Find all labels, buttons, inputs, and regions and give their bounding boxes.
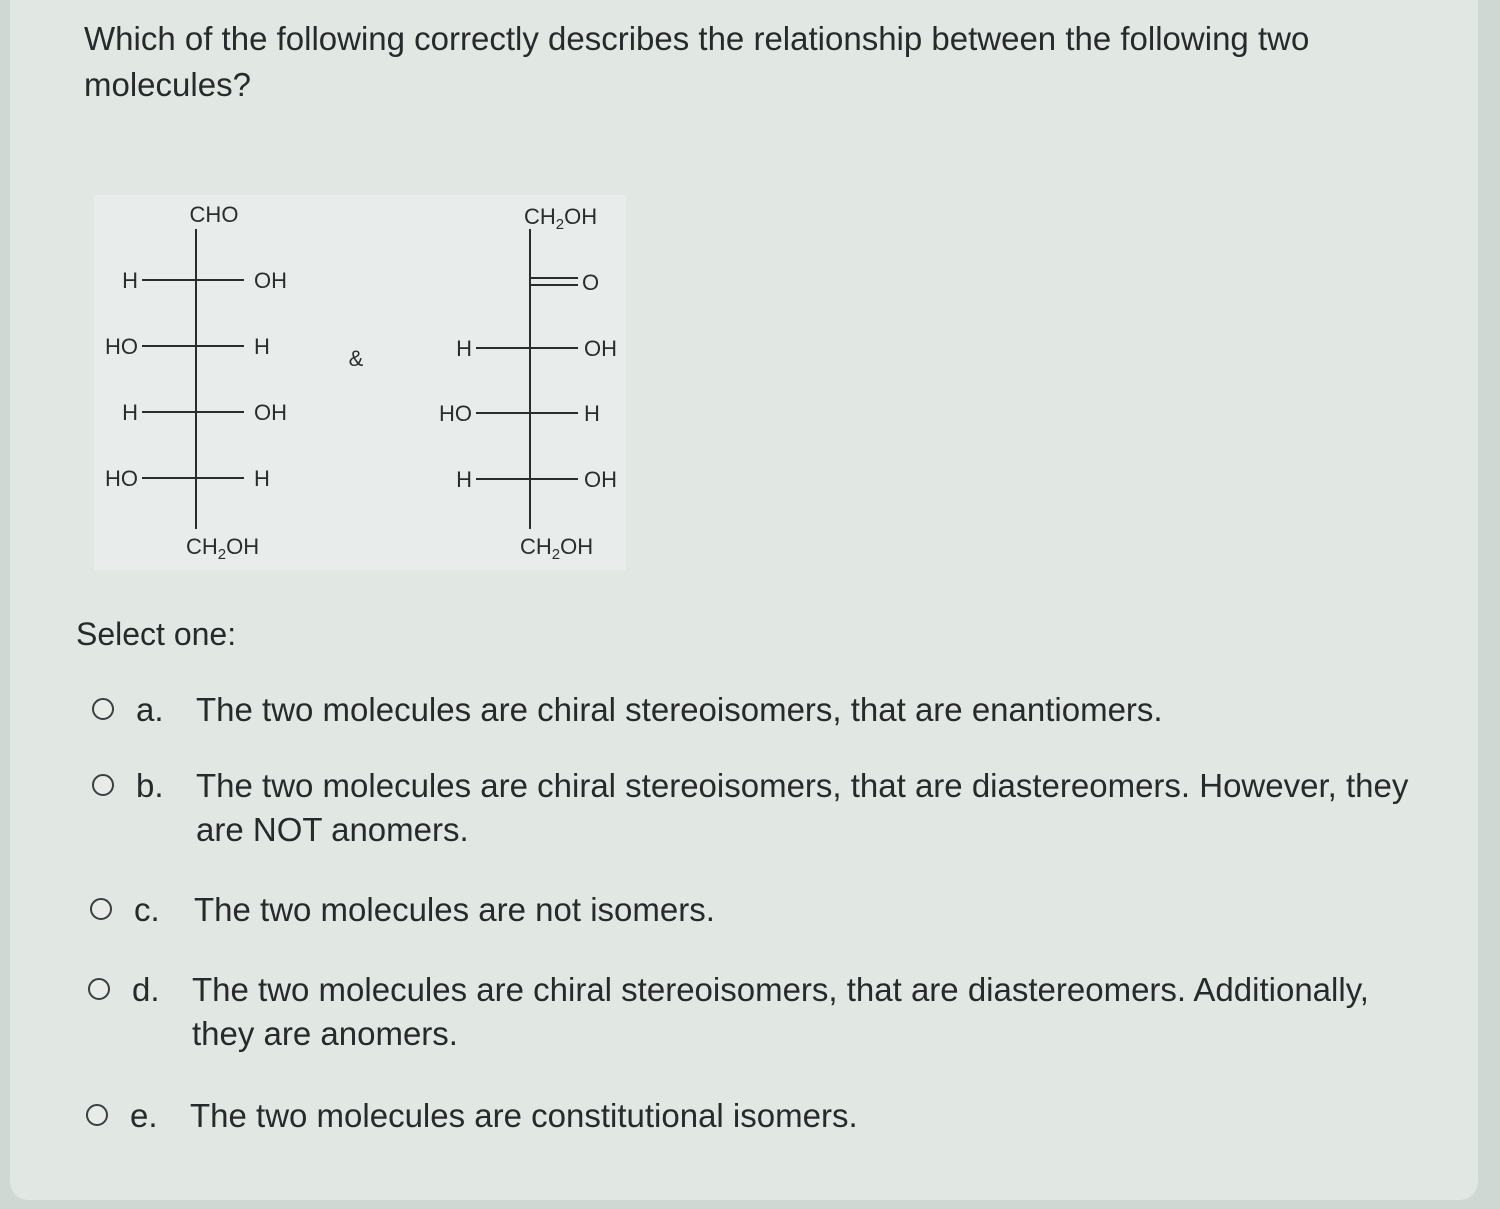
molecule-separator: & bbox=[348, 346, 364, 371]
right-row2-left: HO bbox=[439, 401, 472, 426]
left-row3-right: OH bbox=[254, 400, 287, 425]
radio-button[interactable] bbox=[88, 978, 110, 1000]
option-text: The two molecules are chiral stereoisomers, that are diastereomers. Additionally, they are anomers. bbox=[192, 971, 1369, 1052]
left-row3-left: H bbox=[122, 400, 138, 425]
option-d[interactable] bbox=[88, 968, 1422, 1056]
fischer-projections bbox=[94, 195, 626, 570]
option-b[interactable] bbox=[92, 764, 1426, 852]
left-top-group: CHO bbox=[189, 202, 239, 227]
left-row4-right: H bbox=[254, 466, 270, 491]
left-row1-left: H bbox=[122, 268, 138, 293]
option-text: The two molecules are chiral stereoisomers, that are diastereomers. However, they are NOT anomers. bbox=[196, 767, 1409, 848]
right-row1-left: H bbox=[456, 336, 472, 361]
radio-button[interactable] bbox=[92, 698, 114, 720]
option-letter: e. bbox=[130, 1097, 158, 1134]
right-row3-left: H bbox=[456, 467, 472, 492]
right-row1-right: OH bbox=[584, 336, 617, 361]
option-text: The two molecules are not isomers. bbox=[194, 891, 715, 928]
option-letter: b. bbox=[136, 767, 164, 804]
option-letter: d. bbox=[132, 971, 160, 1008]
option-letter: c. bbox=[134, 891, 160, 928]
select-one-label: Select one: bbox=[76, 616, 237, 652]
radio-button[interactable] bbox=[90, 898, 112, 920]
option-a[interactable] bbox=[92, 688, 1426, 732]
molecule-figure bbox=[94, 195, 626, 570]
right-bottom-group: $CH_2OH$ bbox=[520, 534, 594, 563]
option-e[interactable] bbox=[86, 1094, 1420, 1138]
left-row2-right: H bbox=[254, 334, 270, 359]
left-bottom-group: $CH_2OH$ bbox=[186, 534, 260, 563]
right-row2-right: H bbox=[584, 401, 600, 426]
left-row1-right: OH bbox=[254, 268, 287, 293]
option-text: The two molecules are constitutional isomers. bbox=[190, 1097, 858, 1134]
radio-button[interactable] bbox=[86, 1104, 108, 1126]
left-row4-left: HO bbox=[105, 466, 138, 491]
radio-button[interactable] bbox=[92, 774, 114, 796]
question-card bbox=[10, 0, 1478, 1200]
left-row2-left: HO bbox=[105, 334, 138, 359]
left-molecule bbox=[105, 202, 287, 563]
right-carbonyl: O bbox=[582, 270, 600, 295]
option-c[interactable] bbox=[90, 888, 1424, 932]
right-row3-right: OH bbox=[584, 467, 617, 492]
option-text: The two molecules are chiral stereoisomers, that are enantiomers. bbox=[196, 691, 1163, 728]
option-letter: a. bbox=[136, 691, 164, 728]
question-text: Which of the following correctly describes the relationship between the following two molecules? bbox=[84, 20, 1310, 103]
right-top-group: $CH_2OH$ bbox=[524, 204, 598, 233]
right-molecule bbox=[439, 204, 617, 563]
